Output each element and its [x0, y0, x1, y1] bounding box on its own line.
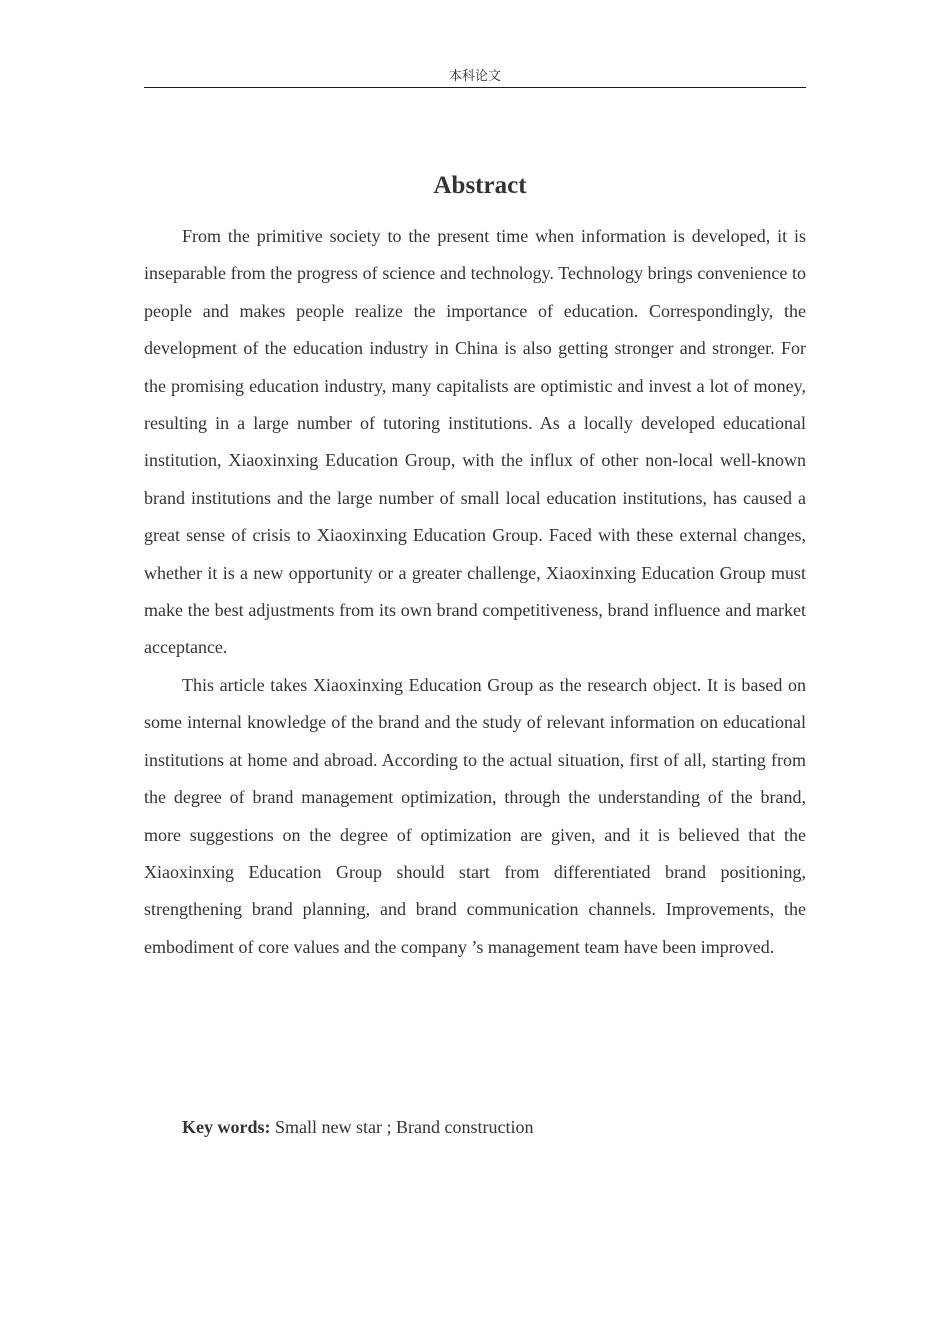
abstract-paragraph-1: From the primitive society to the present time when information is developed, it is inseparable from the progress of science and technology. Technology brings convenience to people and makes people realize the importance of education. Correspondingly, the development of the education industry in China is also getting stronger and stronger. For the promising education industry, many capitalists are optimistic and invest a lot of money, resulting in a large number of tutoring institutions. As a locally developed educational institution, Xiaoxinxing Education Group, with the influx of other non-local well-known brand institutions and the large number of small local education institutions, has caused a great sense of crisis to Xiaoxinxing Education Group. Faced with these external changes, whether it is a new opportunity or a greater challenge, Xiaoxinxing Education Group must make the best adjustments from its own brand competitiveness, brand influence and market acceptance.	[144, 226, 806, 658]
keywords-line	[182, 1112, 782, 1142]
running-header: 本科论文	[144, 66, 806, 88]
abstract-body	[144, 218, 806, 966]
abstract-title: Abstract	[433, 172, 527, 199]
keywords-label: Key words:	[182, 1117, 271, 1137]
abstract-paragraph-2: This article takes Xiaoxinxing Education Group as the research object. It is based on some internal knowledge of the brand and the study of relevant information on educational institutions at home and abroad. According to the actual situation, first of all, starting from the degree of brand management optimization, through the understanding of the brand, more suggestions on the degree of optimization are given, and it is believed that the Xiaoxinxing Education Group should start from differentiated brand positioning, strengthening brand planning, and brand communication channels. Improvements, the embodiment of core values and the company ’s management team have been improved.	[144, 674, 806, 957]
keywords-value: Small new star ; Brand construction	[270, 1117, 534, 1137]
